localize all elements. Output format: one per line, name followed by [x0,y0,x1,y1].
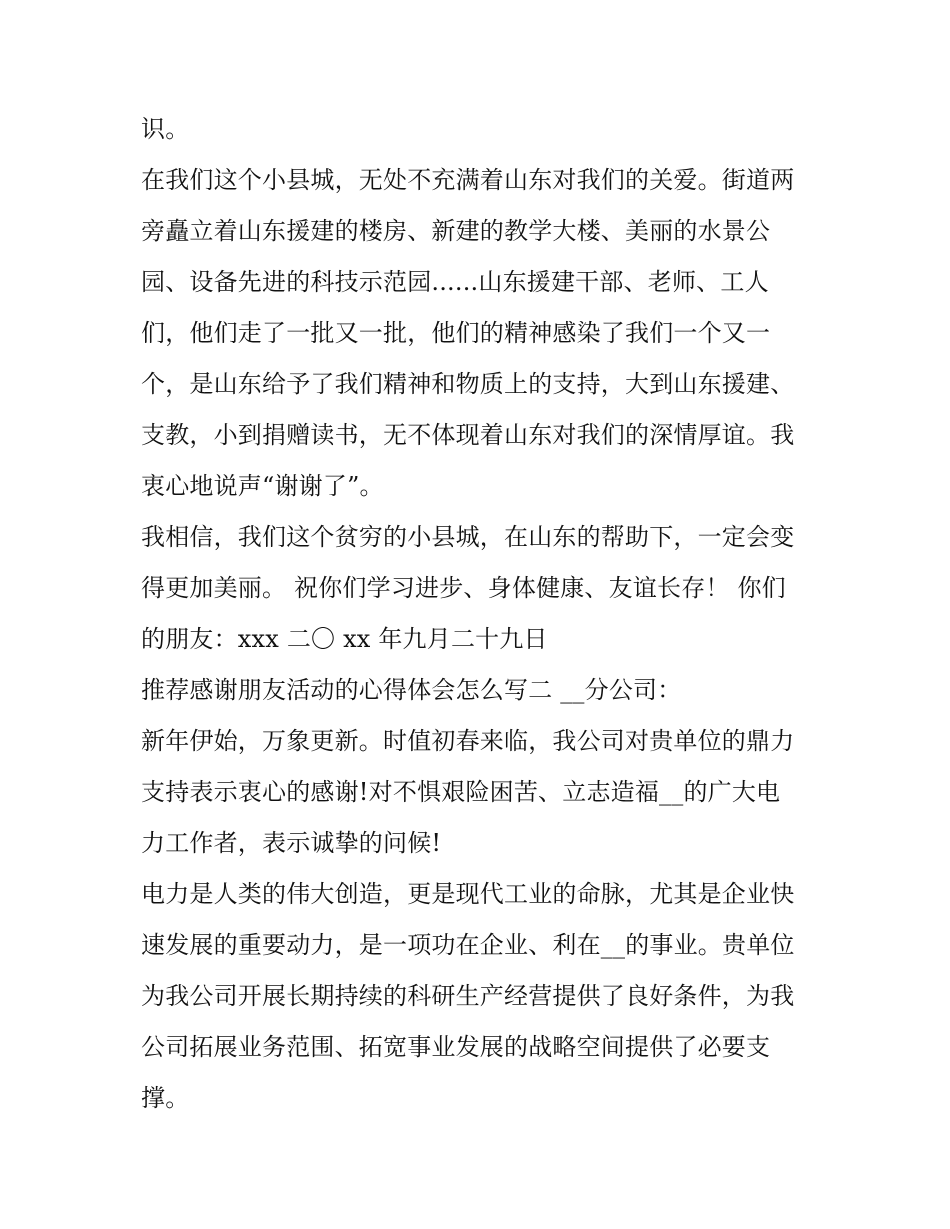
text-line: 支持表示衷心的感谢!对不惧艰险困苦、立志造福__的广大电 [141,778,781,806]
text-line: 速发展的重要动力，是一项功在企业、利在__的事业。贵单位 [141,931,795,959]
text-line: 电力是人类的伟大创造，更是现代工业的命脉，尤其是企业快 [141,880,795,908]
text-line: 我相信，我们这个贫穷的小县城，在山东的帮助下，一定会变 [141,523,795,551]
text-line: 旁矗立着山东援建的楼房、新建的教学大楼、美丽的水景公 [141,217,771,245]
text-line: 得更加美丽。 祝你们学习进步、身体健康、友谊长存！ 你们 [141,574,786,602]
text-line: 的朋友：xxx 二〇 xx 年九月二十九日 [141,625,548,653]
body-text [141,104,821,1124]
text-line: 推荐感谢朋友活动的心得体会怎么写二 __分公司： [141,676,682,704]
text-line: 支教，小到捐赠读书，无不体现着山东对我们的深情厚谊。我 [141,421,795,449]
text-line: 在我们这个小县城，无处不充满着山东对我们的关爱。街道两 [141,166,795,194]
text-line: 个，是山东给予了我们精神和物质上的支持，大到山东援建、 [141,370,795,398]
text-line: 识。 [141,115,190,143]
text-line: 们，他们走了一批又一批，他们的精神感染了我们一个又一 [141,319,771,347]
text-line: 新年伊始，万象更新。时值初春来临，我公司对贵单位的鼎力 [141,727,795,755]
text-line: 力工作者，表示诚挚的问候! [141,829,442,857]
text-line: 园、设备先进的科技示范园......山东援建干部、老师、工人 [141,268,769,296]
text-line: 撑。 [141,1084,190,1112]
text-line: 衷心地说声“谢谢了”。 [141,472,384,500]
text-line: 公司拓展业务范围、拓宽事业发展的战略空间提供了必要支 [141,1033,771,1061]
text-line: 为我公司开展长期持续的科研生产经营提供了良好条件，为我 [141,982,795,1010]
